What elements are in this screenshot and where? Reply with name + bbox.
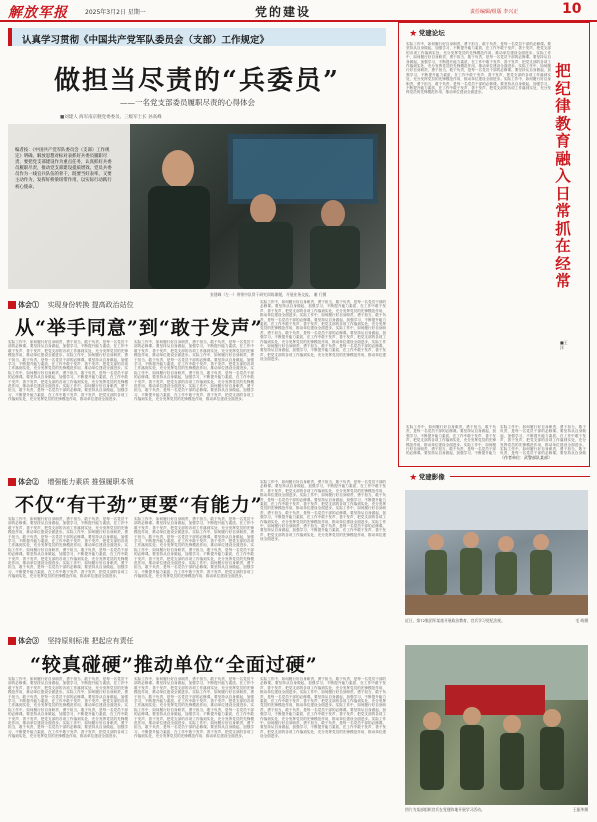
section-3-tagline xyxy=(8,636,134,646)
photo-2-caption-text: 图片为某部组织官兵在党建阵地开展学习活动。 xyxy=(405,807,485,812)
section-tag-box xyxy=(8,478,16,486)
section-1-col-2: 实际工作中，如何履行好自身职责，勇于担当，敢于负责，是每一名党员干部的必修课。要坚持从自身做起，加强学习，不断提升能力素质，在工作中敢于发声、善于发声，把党支部的各项工作落到实处，充分发挥党员的先锋模范作用，推动单位建设全面进步。实际工作中，如何履行好自身职责，勇于担当，敢于负责，是每一名党员干部的必修课。要坚持从自身做起，加强学习，不断提升能力素质，在工作中敢于发声、善于发声，把党支部的各项工作落到实处，充分发挥党员的先锋模范作用，推动单位建设全面进步。实际工作中，如何履行好自身职责，勇于担当，敢于负责，是每一名党员干部的必修课。要坚持从自身做起，加强学习，不断提升能力素质，在工作中敢于发声、善于发声，把党支部的各项工作落到实处，充分发挥党员的先锋模范作用，推动单位建设全面进步。实际工作中，如何履行好自身职责，勇于担当，敢于负责，是每一名党员干部的必修课。要坚持从自身做起，加强学习，不断提升能力素质，在工作中敢于发声、善于发声，把党支部的各项工作落到实处，充分发挥党员的先锋模范作用，推动单位建设全面进步。 xyxy=(134,340,254,402)
photo-1-caption xyxy=(405,619,588,624)
star-icon: ★ xyxy=(410,473,417,481)
section-1-col-3: 实际工作中，如何履行好自身职责，勇于担当，敢于负责，是每一名党员干部的必修课。要坚持从自身做起，加强学习，不断提升能力素质，在工作中敢于发声、善于发声，把党支部的各项工作落到实处，充分发挥党员的先锋模范作用，推动单位建设全面进步。实际工作中，如何履行好自身职责，勇于担当，敢于负责，是每一名党员干部的必修课。要坚持从自身做起，加强学习，不断提升能力素质，在工作中敢于发声、善于发声，把党支部的各项工作落到实处，充分发挥党员的先锋模范作用，推动单位建设全面进步。实际工作中，如何履行好自身职责，勇于担当，敢于负责，是每一名党员干部的必修课。要坚持从自身做起，加强学习，不断提升能力素质，在工作中敢于发声、善于发声，把党支部的各项工作落到实处，充分发挥党员的先锋模范作用，推动单位建设全面进步。实际工作中，如何履行好自身职责，勇于担当，敢于负责，是每一名党员干部的必修课。要坚持从自身做起，加强学习，不断提升能力素质，在工作中敢于发声、善于发声，把党支部的各项工作落到实处，充分发挥党员的先锋模范作用，推动单位建设全面进步。 xyxy=(260,300,386,362)
section-2-heading: 不仅“有干劲”更要“有能力” xyxy=(15,494,263,516)
photo-1-credit: 毛 萌摄 xyxy=(575,618,588,623)
section-1-tagline-text: 实现身份转换 提高政治站位 xyxy=(47,301,134,309)
section-3-heading: “较真碰硬”推动单位“全面过硬” xyxy=(30,654,318,676)
section-2-tag: 体会② xyxy=(18,477,39,486)
essay-column-label-text: 党建论坛 xyxy=(418,29,445,37)
classroom-illustration xyxy=(405,490,588,615)
section-3-col-3: 实际工作中，如何履行好自身职责，勇于担当，敢于负责，是每一名党员干部的必修课。要坚持从自身做起，加强学习，不断提升能力素质，在工作中敢于发声、善于发声，把党支部的各项工作落到实处，充分发挥党员的先锋模范作用，推动单位建设全面进步。实际工作中，如何履行好自身职责，勇于担当，敢于负责，是每一名党员干部的必修课。要坚持从自身做起，加强学习，不断提升能力素质，在工作中敢于发声、善于发声，把党支部的各项工作落到实处，充分发挥党员的先锋模范作用，推动单位建设全面进步。实际工作中，如何履行好自身职责，勇于担当，敢于负责，是每一名党员干部的必修课。要坚持从自身做起，加强学习，不断提升能力素质，在工作中敢于发声、善于发声，把党支部的各项工作落到实处，充分发挥党员的先锋模范作用，推动单位建设全面进步。实际工作中，如何履行好自身职责，勇于担当，敢于负责，是每一名党员干部的必修课。要坚持从自身做起，加强学习，不断提升能力素质，在工作中敢于发声、善于发声，把党支部的各项工作落到实处，充分发挥党员的先锋模范作用，推动单位建设全面进步。 xyxy=(260,677,386,739)
photo-1-caption-text: 近日，第72集团军某旅开展政治教育，官兵学习党纪法规。 xyxy=(405,618,505,623)
section-1-tag: 体会① xyxy=(18,300,39,309)
training-photo xyxy=(405,490,588,615)
article-subtitle: ——一名党支部委员履职尽责的心得体会 xyxy=(120,98,255,107)
essay-body-col-3: 实际工作中，如何履行好自身职责，勇于担当，敢于负责，是每一名党员干部的必修课。要坚持从自身做起，加强学习，不断提升能力素质，在工作中敢于发声、善于发声，把党支部的各项工作落到实处，充分发挥党员的先锋模范作用，推动单位建设全面进步。实际工作中，如何履行好自身职责，勇于担当，敢于负责，是每一名党员干部的必修课。要坚持从自身做 xyxy=(500,425,586,455)
article-headline: 做担当尽责的“兵委员” xyxy=(54,66,340,96)
section-2-col-1: 实际工作中，如何履行好自身职责，勇于担当，敢于负责，是每一名党员干部的必修课。要坚持从自身做起，加强学习，不断提升能力素质，在工作中敢于发声、善于发声，把党支部的各项工作落到实处，充分发挥党员的先锋模范作用，推动单位建设全面进步。实际工作中，如何履行好自身职责，勇于担当，敢于负责，是每一名党员干部的必修课。要坚持从自身做起，加强学习，不断提升能力素质，在工作中敢于发声、善于发声，把党支部的各项工作落到实处，充分发挥党员的先锋模范作用，推动单位建设全面进步。实际工作中，如何履行好自身职责，勇于担当，敢于负责，是每一名党员干部的必修课。要坚持从自身做起，加强学习，不断提升能力素质，在工作中敢于发声、善于发声，把党支部的各项工作落到实处，充分发挥党员的先锋模范作用，推动单位建设全面进步。实际工作中，如何履行好自身职责，勇于担当，敢于负责，是每一名党员干部的必修课。要坚持从自身做起，加强学习，不断提升能力素质，在工作中敢于发声、善于发声，把党支部的各项工作落到实处，充分发挥党员的先锋模范作用，推动单位建设全面进步。 xyxy=(8,517,128,579)
newspaper-logo: 解放军报 xyxy=(8,5,68,21)
section-1-tagline xyxy=(8,300,134,310)
section-2-col-3: 实际工作中，如何履行好自身职责，勇于担当，敢于负责，是每一名党员干部的必修课。要坚持从自身做起，加强学习，不断提升能力素质，在工作中敢于发声、善于发声，把党支部的各项工作落到实处，充分发挥党员的先锋模范作用，推动单位建设全面进步。实际工作中，如何履行好自身职责，勇于担当，敢于负责，是每一名党员干部的必修课。要坚持从自身做起，加强学习，不断提升能力素质，在工作中敢于发声、善于发声，把党支部的各项工作落到实处，充分发挥党员的先锋模范作用，推动单位建设全面进步。实际工作中，如何履行好自身职责，勇于担当，敢于负责，是每一名党员干部的必修课。要坚持从自身做起，加强学习，不断提升能力素质，在工作中敢于发声、善于发声，把党支部的各项工作落到实处，充分发挥党员的先锋模范作用，推动单位建设全面进步。实际工作中，如何履行好自身职责，勇于担当，敢于负责，是每一名党员干部的必修课。要坚持从自身做起，加强学习，不断提升能力素质，在工作中敢于发声、善于发声，把党支部的各项工作落到实处，充分发挥党员的先锋模范作用，推动单位建设全面进步。 xyxy=(260,480,386,542)
editor-note: 编者按：《中国共产党军队委员会（支部）工作规定》明确，解放思想对标对表抓好兵委员履职尽责，要把党支部建设作为重点任务，认真抓好兵委员履职尽责，推动党支部建设提质增效。党员兵委员作为一线官兵队伍的骨干，既要当好表率，又要主动作为，发挥好桥梁纽带作用，以实际行动践行初心使命。 xyxy=(15,148,112,190)
issue-date: 2025年3月2日 星期一 xyxy=(85,9,146,16)
section-2-tagline-text: 增强能力素质 推强履职本领 xyxy=(47,478,134,486)
section-3-tagline-text: 坚持原则标准 把起应有责任 xyxy=(47,637,134,645)
section-1-heading: 从“举手同意”到“敢于发声” xyxy=(15,317,263,339)
section-tag-box xyxy=(8,637,16,645)
section-3-col-2: 实际工作中，如何履行好自身职责，勇于担当，敢于负责，是每一名党员干部的必修课。要坚持从自身做起，加强学习，不断提升能力素质，在工作中敢于发声、善于发声，把党支部的各项工作落到实处，充分发挥党员的先锋模范作用，推动单位建设全面进步。实际工作中，如何履行好自身职责，勇于担当，敢于负责，是每一名党员干部的必修课。要坚持从自身做起，加强学习，不断提升能力素质，在工作中敢于发声、善于发声，把党支部的各项工作落到实处，充分发挥党员的先锋模范作用，推动单位建设全面进步。实际工作中，如何履行好自身职责，勇于担当，敢于负责，是每一名党员干部的必修课。要坚持从自身做起，加强学习，不断提升能力素质，在工作中敢于发声、善于发声，把党支部的各项工作落到实处，充分发挥党员的先锋模范作用，推动单位建设全面进步。实际工作中，如何履行好自身职责，勇于担当，敢于负责，是每一名党员干部的必修课。要坚持从自身做起，加强学习，不断提升能力素质，在工作中敢于发声、善于发声，把党支部的各项工作落到实处，充分发挥党员的先锋模范作用，推动单位建设全面进步。 xyxy=(134,677,254,739)
photo-caption: 张建峰（左一）带领中队骨干研究训练课题，开展业务交流。 谢 行摄 xyxy=(210,292,327,297)
section-title: 党的建设 xyxy=(255,5,312,19)
essay-column-label xyxy=(410,28,445,37)
article-byline: ■刘建人 海军南京舰党委委员、三级军士长 孙高峰 xyxy=(60,115,162,120)
editor-credit: 责任编辑/组版 李兴正 xyxy=(470,9,519,15)
photo-2-credit: 王振华摄 xyxy=(572,807,588,812)
photo-column-label xyxy=(410,472,445,481)
essay-title: 把纪律教育融入日常抓在经常 xyxy=(555,61,571,290)
essay-signoff: （作者单位：武警部队某部） xyxy=(500,455,552,460)
section-2-col-2: 实际工作中，如何履行好自身职责，勇于担当，敢于负责，是每一名党员干部的必修课。要坚持从自身做起，加强学习，不断提升能力素质，在工作中敢于发声、善于发声，把党支部的各项工作落到实处，充分发挥党员的先锋模范作用，推动单位建设全面进步。实际工作中，如何履行好自身职责，勇于担当，敢于负责，是每一名党员干部的必修课。要坚持从自身做起，加强学习，不断提升能力素质，在工作中敢于发声、善于发声，把党支部的各项工作落到实处，充分发挥党员的先锋模范作用，推动单位建设全面进步。实际工作中，如何履行好自身职责，勇于担当，敢于负责，是每一名党员干部的必修课。要坚持从自身做起，加强学习，不断提升能力素质，在工作中敢于发声、善于发声，把党支部的各项工作落到实处，充分发挥党员的先锋模范作用，推动单位建设全面进步。实际工作中，如何履行好自身职责，勇于担当，敢于负责，是每一名党员干部的必修课。要坚持从自身做起，加强学习，不断提升能力素质，在工作中敢于发声、善于发声，把党支部的各项工作落到实处，充分发挥党员的先锋模范作用，推动单位建设全面进步。 xyxy=(134,517,254,579)
label-divider xyxy=(450,476,590,477)
essay-body-col-1: 实际工作中，如何履行好自身职责，勇于担当，敢于负责，是每一名党员干部的必修课。要坚持从自身做起，加强学习，不断提升能力素质，在工作中敢于发声、善于发声，把党支部的各项工作落到实处，充分发挥党员的先锋模范作用，推动单位建设全面进步。实际工作中，如何履行好自身职责，勇于担当，敢于负责，是每一名党员干部的必修课。要坚持从自身做起，加强学习，不断提升能力素质，在工作中敢于发声、善于发声，把党支部的各项工作落到实处，充分发挥党员的先锋模范作用，推动单位建设全面进步。实际工作中，如何履行好自身职责，勇于担当，敢于负责，是每一名党员干部的必修课。要坚持从自身做起，加强学习，不断提升能力素质，在工作中敢于发声、善于发声，把党支部的各项工作落到实处，充分发挥党员的先锋模范作用，推动单位建设全面进步。实际工作中，如何履行好自身职责，勇于担当，敢于负责，是每一名党员干部的必修课。要坚持从自身做起，加强学习，不断提升能力素质，在工作中敢于发声、善于发声，把党支部的各项工作落到实处，充分发挥党员的先锋模范作用，推动单位建设全面进步。 xyxy=(406,42,551,95)
photo-2-caption xyxy=(405,808,588,813)
activity-photo xyxy=(405,645,588,805)
star-icon: ★ xyxy=(410,29,417,37)
section-3-col-1: 实际工作中，如何履行好自身职责，勇于担当，敢于负责，是每一名党员干部的必修课。要坚持从自身做起，加强学习，不断提升能力素质，在工作中敢于发声、善于发声，把党支部的各项工作落到实处，充分发挥党员的先锋模范作用，推动单位建设全面进步。实际工作中，如何履行好自身职责，勇于担当，敢于负责，是每一名党员干部的必修课。要坚持从自身做起，加强学习，不断提升能力素质，在工作中敢于发声、善于发声，把党支部的各项工作落到实处，充分发挥党员的先锋模范作用，推动单位建设全面进步。实际工作中，如何履行好自身职责，勇于担当，敢于负责，是每一名党员干部的必修课。要坚持从自身做起，加强学习，不断提升能力素质，在工作中敢于发声、善于发声，把党支部的各项工作落到实处，充分发挥党员的先锋模范作用，推动单位建设全面进步。实际工作中，如何履行好自身职责，勇于担当，敢于负责，是每一名党员干部的必修课。要坚持从自身做起，加强学习，不断提升能力素质，在工作中敢于发声、善于发声，把党支部的各项工作落到实处，充分发挥党员的先锋模范作用，推动单位建设全面进步。 xyxy=(8,677,128,739)
feature-banner-text: 认真学习贯彻《中国共产党军队委员会（支部）工作规定》 xyxy=(22,35,270,46)
essay-author: ■王 洋 xyxy=(560,340,568,350)
photo-column-label-text: 党建影像 xyxy=(418,473,445,481)
outdoor-illustration xyxy=(405,645,588,805)
page-number: 10 xyxy=(562,1,582,17)
section-2-tagline xyxy=(8,477,134,487)
essay-body-col-2: 实际工作中，如何履行好自身职责，勇于担当，敢于负责，是每一名党员干部的必修课。要坚持从自身做起，加强学习，不断提升能力素质，在工作中敢于发声、善于发声，把党支部的各项工作落到实处，充分发挥党员的先锋模范作用，推动单位建设全面进步。实际工作中，如何履行好自身职责，勇于担当，敢于负责，是每一名党员干部的必修课。要坚持从自身做起，加强学习，不断提升能力 xyxy=(406,425,496,455)
section-tag-box xyxy=(8,301,16,309)
section-1-col-1: 实际工作中，如何履行好自身职责，勇于担当，敢于负责，是每一名党员干部的必修课。要坚持从自身做起，加强学习，不断提升能力素质，在工作中敢于发声、善于发声，把党支部的各项工作落到实处，充分发挥党员的先锋模范作用，推动单位建设全面进步。实际工作中，如何履行好自身职责，勇于担当，敢于负责，是每一名党员干部的必修课。要坚持从自身做起，加强学习，不断提升能力素质，在工作中敢于发声、善于发声，把党支部的各项工作落到实处，充分发挥党员的先锋模范作用，推动单位建设全面进步。实际工作中，如何履行好自身职责，勇于担当，敢于负责，是每一名党员干部的必修课。要坚持从自身做起，加强学习，不断提升能力素质，在工作中敢于发声、善于发声，把党支部的各项工作落到实处，充分发挥党员的先锋模范作用，推动单位建设全面进步。实际工作中，如何履行好自身职责，勇于担当，敢于负责，是每一名党员干部的必修课。要坚持从自身做起，加强学习，不断提升能力素质，在工作中敢于发声、善于发声，把党支部的各项工作落到实处，充分发挥党员的先锋模范作用，推动单位建设全面进步。 xyxy=(8,340,128,402)
section-3-tag: 体会③ xyxy=(18,636,39,645)
